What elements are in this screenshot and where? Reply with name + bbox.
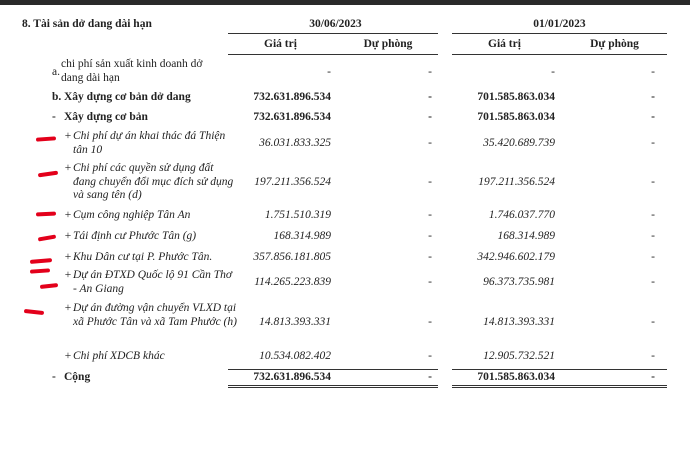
row-4-label: Chi phí các quyền sử dụng đất đang chuyển đổi mục đích sử dụng và sang tên (d) — [73, 162, 234, 201]
row-7-value-current: 357.856.181.805 — [253, 251, 331, 263]
row-9-value-current: 14.813.393.331 — [259, 316, 331, 328]
row-5-value-current: 1.751.510.319 — [264, 209, 331, 221]
row-7-provision-current: - — [428, 251, 432, 263]
row-8-prefix: + — [64, 269, 72, 281]
red-mark — [40, 283, 58, 289]
row-2-provision-prior: - — [651, 111, 655, 123]
total-bottom-rule-current — [228, 385, 438, 388]
row-8-value-current: 114.265.223.839 — [254, 276, 331, 288]
row-1-value-current: 732.631.896.534 — [253, 91, 331, 103]
row-7-value-prior: 342.946.602.179 — [477, 251, 555, 263]
row-9-value-prior: 14.813.393.331 — [483, 316, 555, 328]
row-7-prefix: + — [64, 251, 72, 263]
row-10-value-prior: 12.905.732.521 — [483, 350, 555, 362]
row-3-provision-prior: - — [651, 137, 655, 149]
row-7-label: Khu Dân cư tại P. Phước Tân. — [73, 251, 213, 263]
row-5-value-prior: 1.746.037.770 — [488, 209, 555, 221]
row-4-provision-current: - — [428, 176, 432, 188]
row-4-value-current: 197.211.356.524 — [254, 176, 331, 188]
row-1-value-prior: 701.585.863.034 — [477, 91, 555, 103]
row-10-label: Chi phí XDCB khác — [73, 350, 165, 362]
row-0-label: chi phí sản xuất kinh doanh dở dang dài hạn — [61, 58, 203, 84]
col-provision-prior: Dự phòng — [590, 38, 639, 50]
red-mark — [24, 309, 44, 315]
row-1-provision-prior: - — [651, 91, 655, 103]
row-2-value-current: 732.631.896.534 — [253, 111, 331, 123]
row-8-provision-current: - — [428, 276, 432, 288]
col-value-current: Giá trị — [264, 38, 297, 50]
top-edge-bar — [0, 0, 690, 5]
row-3-label: Chi phí dự án khai thác đá Thiện tân 10 — [73, 130, 226, 156]
total-top-rule-current — [228, 369, 438, 370]
header-rule-current — [228, 33, 438, 34]
row-8-provision-prior: - — [651, 276, 655, 288]
row-2-label: Xây dựng cơ bản — [64, 111, 148, 123]
section-title: 8. Tài sản dở dang dài hạn — [22, 18, 152, 30]
row-10-value-current: 10.534.082.402 — [259, 350, 331, 362]
total-value-current: 732.631.896.534 — [253, 371, 331, 383]
row-1-label: Xây dựng cơ bản dở dang — [64, 91, 191, 103]
row-6-provision-prior: - — [651, 230, 655, 242]
row-7-provision-prior: - — [651, 251, 655, 263]
col-provision-current: Dự phòng — [363, 38, 413, 50]
row-10-provision-prior: - — [651, 350, 655, 362]
subheader-rule-prior — [452, 54, 667, 55]
row-5-prefix: + — [64, 209, 72, 221]
total-provision-prior: - — [651, 371, 655, 383]
row-1-provision-current: - — [428, 91, 432, 103]
row-5-provision-current: - — [428, 209, 432, 221]
row-9-provision-current: - — [428, 316, 432, 328]
row-2-value-prior: 701.585.863.034 — [477, 111, 555, 123]
row-6-value-current: 168.314.989 — [273, 230, 331, 242]
row-9-provision-prior: - — [651, 316, 655, 328]
row-4-provision-prior: - — [651, 176, 655, 188]
red-mark — [38, 171, 58, 178]
total-provision-current: - — [428, 371, 432, 383]
total-label: Cộng — [64, 371, 91, 383]
total-bottom-rule-prior — [452, 385, 667, 388]
row-4-value-prior: 197.211.356.524 — [478, 176, 555, 188]
total-value-prior: 701.585.863.034 — [477, 371, 555, 383]
red-mark — [30, 268, 50, 273]
row-5-provision-prior: - — [651, 209, 655, 221]
row-2-prefix: - — [52, 111, 56, 123]
subheader-rule-current — [228, 54, 438, 55]
row-6-prefix: + — [64, 230, 72, 242]
row-5-label: Cụm công nghiệp Tân An — [73, 209, 191, 221]
row-6-value-prior: 168.314.989 — [497, 230, 555, 242]
row-0-prefix: a. — [52, 66, 60, 78]
row-6-provision-current: - — [428, 230, 432, 242]
row-6-label: Tái định cư Phước Tân (g) — [73, 230, 197, 242]
row-3-prefix: + — [64, 130, 72, 142]
row-3-value-prior: 35.420.689.739 — [483, 137, 555, 149]
red-mark — [36, 211, 56, 216]
row-8-label: Dự án ĐTXD Quốc lộ 91 Cần Thơ - An Giang — [73, 269, 233, 295]
total-top-rule-prior — [452, 369, 667, 370]
row-0-value-current: - — [327, 66, 331, 78]
row-0-provision-prior: - — [651, 66, 655, 78]
row-0-provision-current: - — [428, 66, 432, 78]
row-9-label: Dự án đường vận chuyển VLXD tại xã Phước Tân và xã Tam Phước (h) — [73, 302, 237, 328]
row-9-prefix: + — [64, 302, 72, 314]
red-mark — [30, 258, 52, 264]
row-4-prefix: + — [64, 162, 72, 174]
red-mark — [36, 136, 56, 141]
period-current-header: 30/06/2023 — [309, 18, 362, 30]
row-0-value-prior: - — [551, 66, 555, 78]
row-8-value-prior: 96.373.735.981 — [483, 276, 555, 288]
row-3-provision-current: - — [428, 137, 432, 149]
row-3-value-current: 36.031.833.325 — [259, 137, 331, 149]
header-rule-prior — [452, 33, 667, 34]
row-1-prefix: b. — [52, 91, 62, 103]
row-10-prefix: + — [64, 350, 72, 362]
col-value-prior: Giá trị — [488, 38, 521, 50]
row-10-provision-current: - — [428, 350, 432, 362]
row-2-provision-current: - — [428, 111, 432, 123]
red-mark — [38, 234, 56, 241]
period-prior-header: 01/01/2023 — [533, 18, 586, 30]
total-prefix: - — [52, 371, 56, 383]
